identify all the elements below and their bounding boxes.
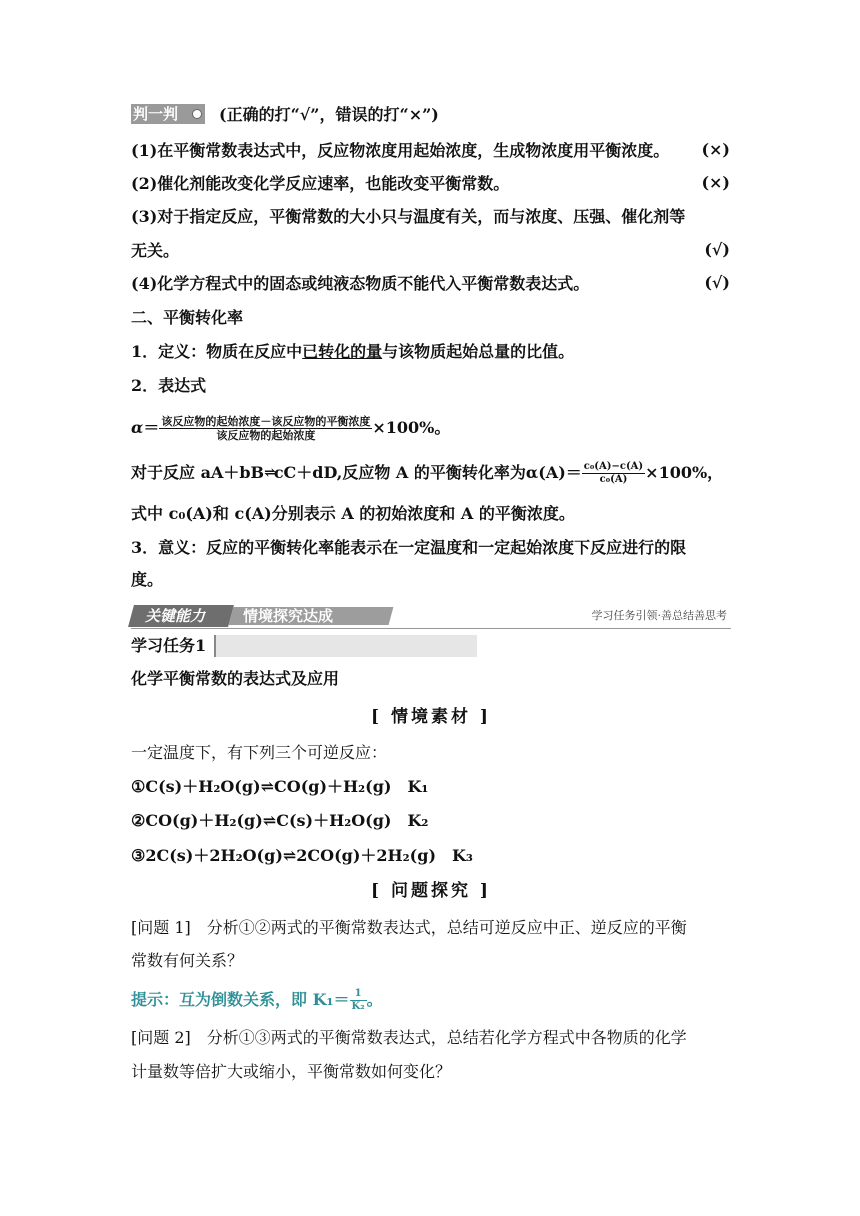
material-intro: 一定温度下，有下列三个可逆反应：: [131, 743, 388, 762]
banner-tagline: 学习任务引领·善总结善思考: [591, 609, 727, 622]
reaction-formula: [131, 456, 731, 490]
judge-mark-2: (×): [701, 173, 730, 192]
hint-denominator: K₂: [351, 1000, 365, 1012]
banner-divider: [131, 628, 731, 629]
meaning-line-1: 3．意义：反应的平衡转化率能表示在一定温度和一定起始浓度下反应进行的限: [131, 538, 687, 557]
definition-key-term: 已转化的量: [302, 342, 383, 361]
key-ability-banner: [131, 605, 731, 627]
reaction-numerator: c₀(A)−c(A): [583, 460, 644, 472]
hint-text: 互为倒数关系，即 K₁＝: [179, 990, 350, 1009]
explanation: 式中 c₀(A)和 c(A)分别表示 A 的初始浓度和 A 的平衡浓度。: [131, 504, 575, 523]
judge-tag-label: 判一判: [133, 105, 179, 123]
task-title: 化学平衡常数的表达式及应用: [131, 669, 340, 688]
judge-item-3-cont: 无关。: [131, 241, 180, 260]
judge-item-3: (3)对于指定反应，平衡常数的大小只与温度有关，而与浓度、压强、催化剂等: [131, 207, 686, 226]
material-heading: [ 情境素材 ]: [371, 707, 491, 727]
judge-tag: [131, 104, 205, 124]
circle-icon: [192, 109, 202, 119]
judge-item-1: (1)在平衡常数表达式中，反应物浓度用起始浓度，生成物浓度用平衡浓度。: [131, 141, 670, 160]
alpha-symbol: α: [131, 418, 144, 437]
question-2-line-2: 计量数等倍扩大或缩小，平衡常数如何变化？: [131, 1062, 452, 1081]
judge-item-2: (2)催化剂能改变化学反应速率，也能改变平衡常数。: [131, 174, 510, 193]
hint-label: 提示：: [131, 990, 180, 1009]
definition-suffix: 与该物质起始总量的比值。: [382, 342, 575, 361]
hint-fraction: [350, 988, 367, 1013]
reaction-tail: ×100%，: [645, 463, 724, 482]
reaction-fraction: [582, 461, 645, 486]
alpha-numerator: 该反应物的起始浓度－该反应物的平衡浓度: [161, 414, 371, 428]
question-2-line-1: [问题 2] 分析①③两式的平衡常数表达式，总结若化学方程式中各物质的化学: [131, 1028, 687, 1047]
judge-mark-3: (√): [704, 240, 730, 259]
hint-tail: 。: [366, 990, 383, 1009]
alpha-denominator: 该反应物的起始浓度: [216, 428, 316, 442]
meaning-line-2: 度。: [131, 570, 164, 589]
definition: [131, 341, 731, 363]
reaction-1: ①C(s)＋H₂O(g)⇌CO(g)＋H₂(g) K₁: [131, 777, 429, 796]
question-1-line-1: [问题 1] 分析①②两式的平衡常数表达式，总结可逆反应中正、逆反应的平衡: [131, 918, 687, 937]
banner-subtitle: 情境探究达成: [243, 607, 334, 625]
judge-instruction: (正确的打“√”，错误的打“×”): [219, 105, 439, 124]
judge-mark-4: (√): [704, 273, 730, 292]
banner-title: 关键能力: [145, 607, 206, 625]
alpha-formula: α ＝ $\frac{\text{该反应物的起始浓度－该反应物的平衡浓度}}{\text{该反应物的起始浓度}}$ ×100%。: [131, 414, 451, 442]
reaction-prefix: 对于反应 aA＋bB: [131, 463, 265, 482]
hint-numerator: 1: [350, 988, 367, 1001]
reaction-3: ③2C(s)＋2H₂O(g)⇌2CO(g)＋2H₂(g) K₃: [131, 846, 473, 865]
alpha-tail: ×100%。: [372, 418, 451, 437]
reaction-denominator: c₀(A): [599, 473, 628, 485]
hint: [131, 984, 731, 1016]
question-1-line-2: 常数有何关系？: [131, 951, 244, 970]
judge-item-4: (4)化学方程式中的固态或纯液态物质不能代入平衡常数表达式。: [131, 274, 590, 293]
judge-mark-1: (×): [701, 140, 730, 159]
alpha-fraction: [159, 415, 372, 442]
definition-prefix: 1．定义：物质在反应中: [131, 342, 303, 361]
task-label: 学习任务1: [131, 635, 216, 657]
section-title: 二、平衡转化率: [131, 308, 244, 327]
reaction-mid: cC＋dD,反应物 A 的平衡转化率为α(A)＝: [273, 463, 582, 482]
reaction-2: ②CO(g)＋H₂(g)⇌C(s)＋H₂O(g) K₂: [131, 811, 429, 830]
expression-title: 2．表达式: [131, 376, 207, 395]
equilibrium-arrow-icon: ⇌: [264, 465, 274, 481]
inquiry-heading: [ 问题探究 ]: [371, 881, 491, 901]
